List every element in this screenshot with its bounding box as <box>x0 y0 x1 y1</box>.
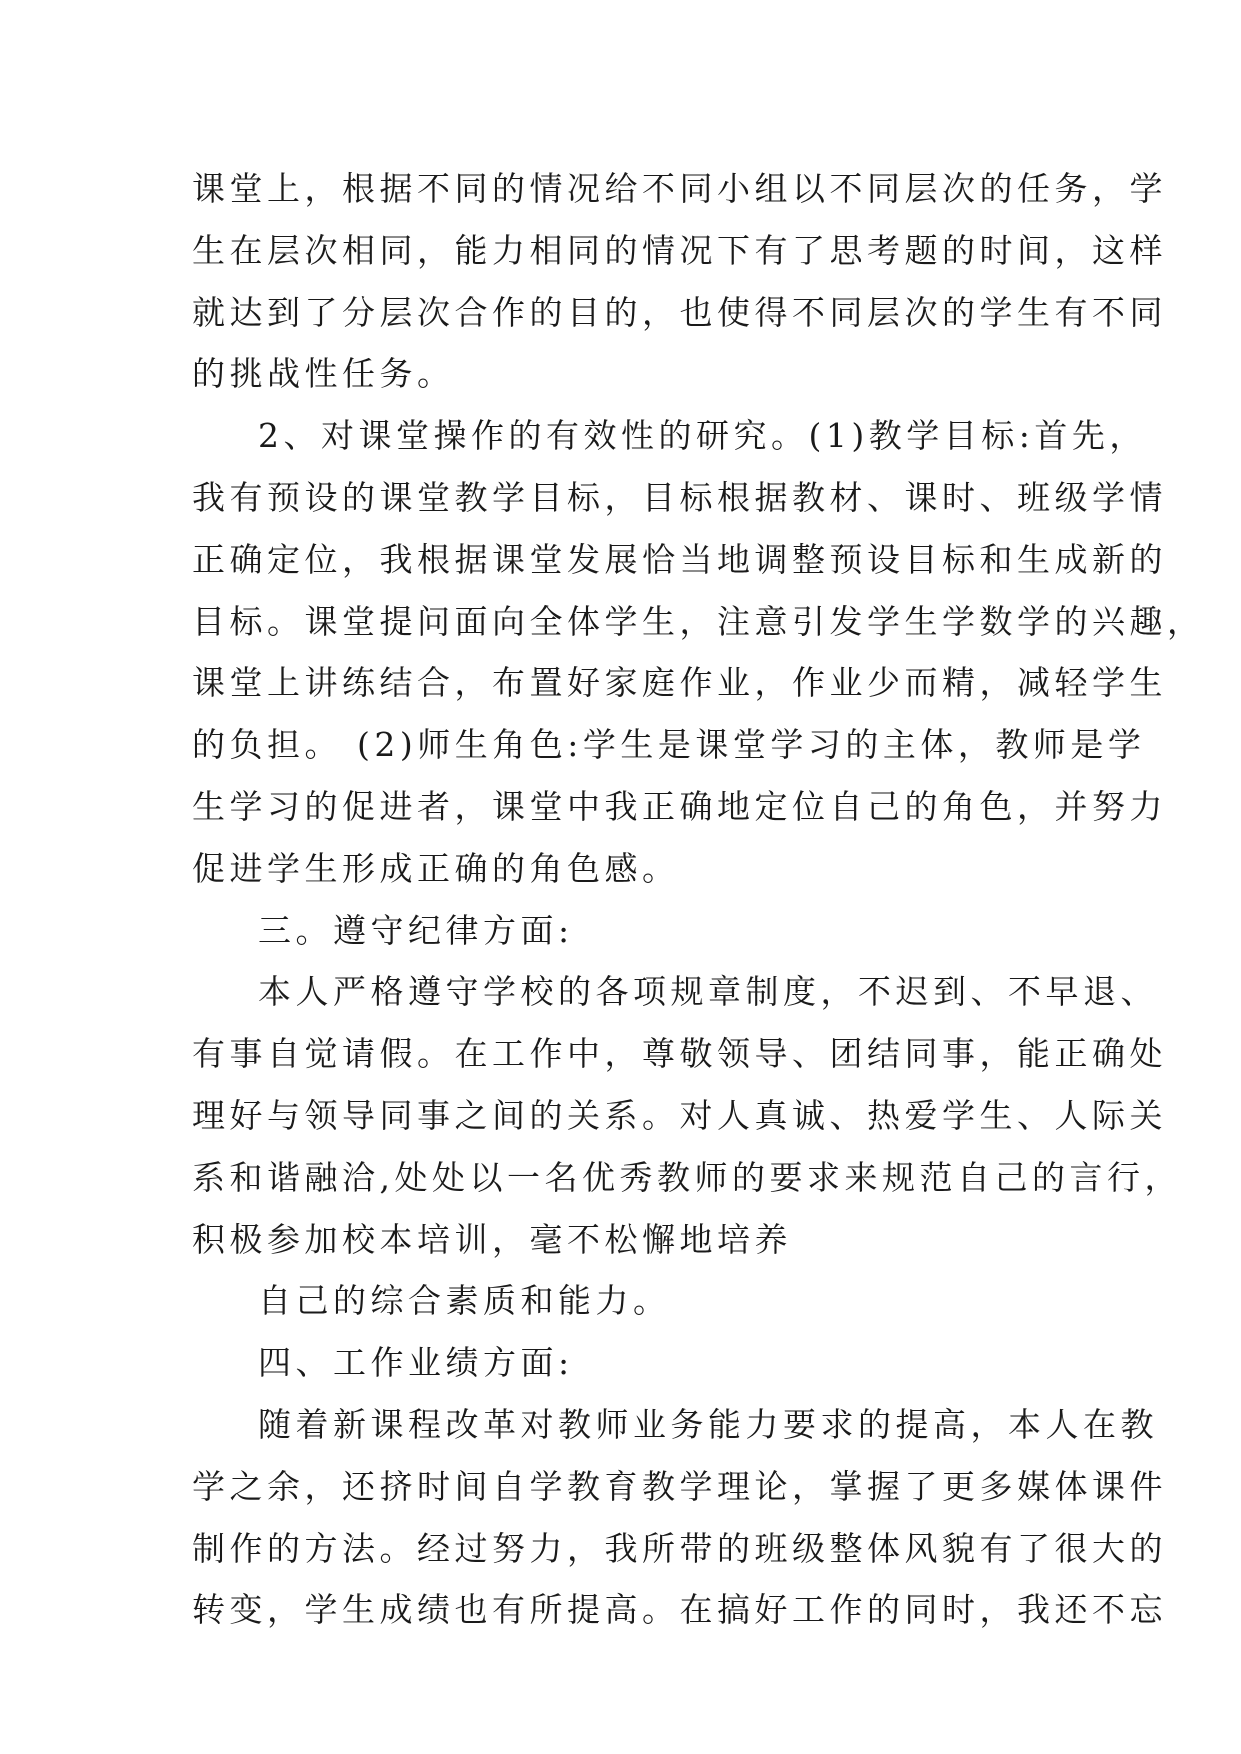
text-line: 促进学生形成正确的角色感。 <box>192 848 680 888</box>
body-text <box>192 158 1205 1641</box>
text-line: 生在层次相同，能力相同的情况下有了思考题的时间，这样 <box>192 230 1167 270</box>
text-line: 理好与领导同事之间的关系。对人真诚、热爱学生、人际关 <box>192 1095 1167 1135</box>
text-line: 的负担。 (2)师生角色:学生是课堂学习的主体，教师是学 <box>192 725 1146 765</box>
section-heading: 三。遵守纪律方面: <box>258 910 574 950</box>
text-line: 学之余，还挤时间自学教育教学理论，掌握了更多媒体课件 <box>192 1466 1167 1506</box>
text-line: 转变，学生成绩也有所提高。在搞好工作的同时，我还不忘 <box>192 1590 1167 1630</box>
paragraph-start-line: 2、对课堂操作的有效性的研究。(1)教学目标:首先， <box>258 416 1147 456</box>
text-line: 正确定位，我根据课堂发展恰当地调整预设目标和生成新的 <box>192 539 1167 579</box>
text-line: 制作的方法。经过努力，我所带的班级整体风貌有了很大的 <box>192 1528 1167 1568</box>
paragraph-start-line: 随着新课程改革对教师业务能力要求的提高，本人在教 <box>258 1404 1158 1444</box>
paragraph-start-line: 自己的综合素质和能力。 <box>258 1281 671 1321</box>
text-line: 积极参加校本培训，毫不松懈地培养 <box>192 1219 792 1259</box>
text-line: 生学习的促进者，课堂中我正确地定位自己的角色，并努力 <box>192 786 1167 826</box>
section-heading: 四、工作业绩方面: <box>258 1343 574 1383</box>
text-line: 我有预设的课堂教学目标，目标根据教材、课时、班级学情 <box>192 477 1167 517</box>
text-line: 有事自觉请假。在工作中，尊敬领导、团结同事，能正确处 <box>192 1034 1167 1074</box>
text-line: 目标。课堂提问面向全体学生，注意引发学生学数学的兴趣， <box>192 601 1205 641</box>
text-line: 系和谐融洽,处处以一名优秀教师的要求来规范自己的言行， <box>192 1157 1182 1197</box>
text-line: 就达到了分层次合作的目的，也使得不同层次的学生有不同 <box>192 292 1167 332</box>
paragraph-start-line: 本人严格遵守学校的各项规章制度，不迟到、不早退、 <box>258 972 1158 1012</box>
text-line: 的挑战性任务。 <box>192 354 455 394</box>
text-line: 课堂上讲练结合，布置好家庭作业，作业少而精，减轻学生 <box>192 663 1167 703</box>
text-line: 课堂上，根据不同的情况给不同小组以不同层次的任务，学 <box>192 169 1167 208</box>
